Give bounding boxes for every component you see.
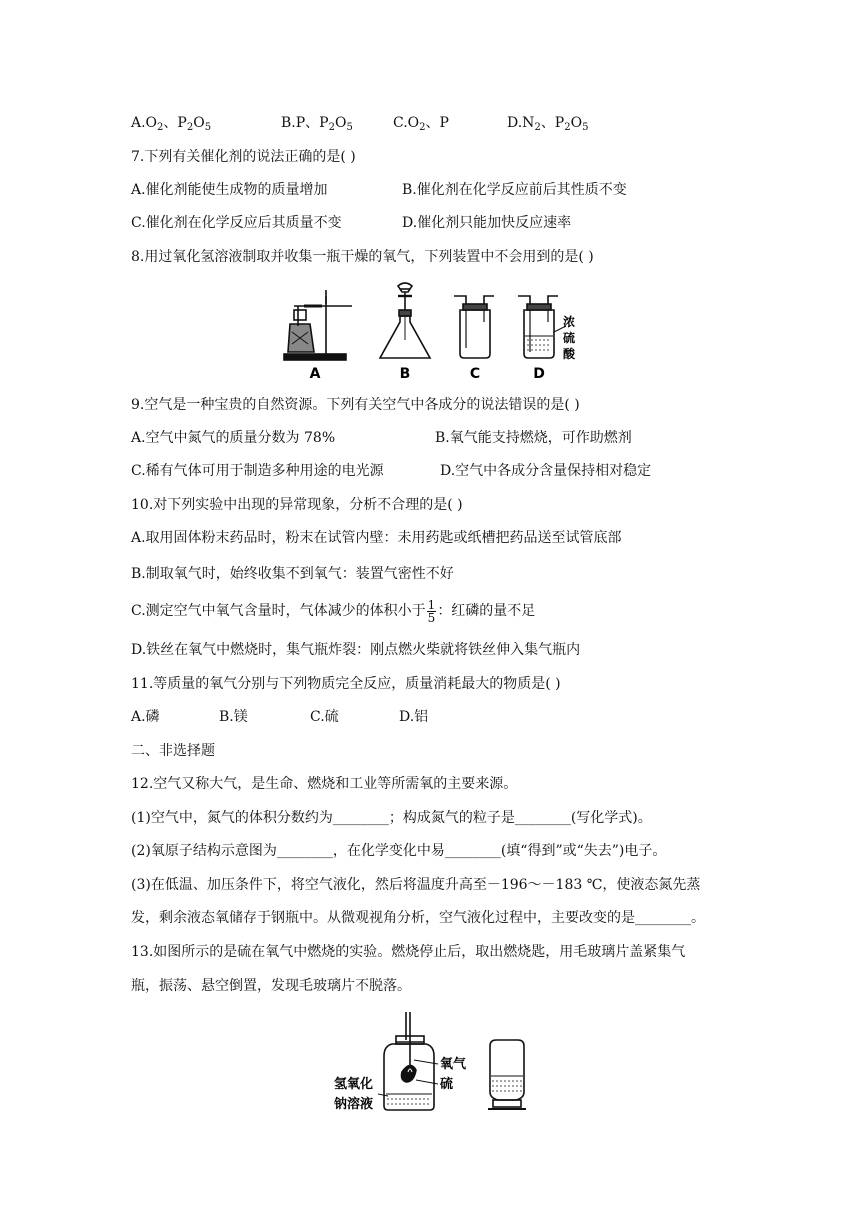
q10-stem: 10.对下列实验中出现的异常现象，分析不合理的是( ) (131, 497, 463, 513)
q12-part-2: (2)氧原子结构示意图为________，在化学变化中易________(填“得到”或“失去”)电子。 (131, 843, 667, 859)
q9-option-b: B.氧气能支持燃烧，可作助燃剂 (435, 430, 632, 446)
q8-stem: 8.用过氧化氢溶液制取并收集一瓶干燥的氧气，下列装置中不会用到的是( ) (131, 249, 594, 265)
q10-option-c-text: C.测定空气中氧气含量时，气体减少的体积小于 (131, 603, 426, 619)
q9-option-c: C.稀有气体可用于制造多种用途的电光源 (131, 463, 384, 479)
apparatus-c-gas-bottle (454, 296, 494, 358)
q7-stem: 7.下列有关催化剂的说法正确的是( ) (131, 149, 356, 165)
q10-option-d: D.铁丝在氧气中燃烧时，集气瓶炸裂：刚点燃火柴就将铁丝伸入集气瓶内 (131, 642, 581, 658)
figure-label-c: C (469, 366, 481, 382)
q7-option-a: A.催化剂能使生成物的质量增加 (131, 182, 328, 198)
q11-option-a: A.磷 (131, 709, 160, 725)
q9-stem: 9.空气是一种宝贵的自然资源。下列有关空气中各成分的说法错误的是( ) (131, 397, 580, 413)
q12-stem: 12.空气又称大气，是生命、燃烧和工业等所需氧的主要来源。 (131, 776, 518, 792)
gas-bottle-with-spoon (378, 1012, 438, 1110)
d-reagent-label-3: 酸 (563, 347, 576, 361)
q12-part-3-line-2: 发，剩余液态氧储存于钢瓶中。从微观视角分析，空气液化过程中，主要改变的是________。 (131, 910, 705, 926)
q9-option-d: D.空气中各成分含量保持相对稳定 (440, 463, 652, 479)
q11-option-b: B.镁 (219, 709, 248, 725)
apparatus-a-iron-stand (284, 290, 352, 360)
q7-option-b: B.催化剂在化学反应前后其性质不变 (402, 182, 627, 198)
q12-part-1: (1)空气中，氮气的体积分数约为________；构成氮气的粒子是________(写化学式)。 (131, 810, 652, 826)
q6-option-a: $A.O_2$、$P_2O_5$ (131, 115, 212, 133)
q11-stem: 11.等质量的氧气分别与下列物质完全反应，质量消耗最大的物质是( ) (131, 676, 561, 692)
q11-option-c: C.硫 (310, 709, 339, 725)
apparatus-b-flask-with-funnel (380, 283, 430, 358)
label-sulfur: 硫 (440, 1077, 454, 1092)
figure-label-a: A (309, 366, 321, 382)
q6-option-d: $D.N_2$、$P_2O_5$ (507, 115, 589, 133)
q10-option-b: B.制取氧气时，始终收集不到氧气：装置气密性不好 (131, 566, 454, 582)
apparatus-d-wash-bottle (518, 296, 566, 358)
d-reagent-label-1: 浓 (563, 315, 576, 329)
q13-stem-line-2: 瓶，振荡、悬空倒置，发现毛玻璃片不脱落。 (131, 978, 411, 994)
figure-label-b: B (399, 366, 411, 382)
q10-option-c (131, 596, 535, 626)
d-reagent-label-2: 硫 (563, 331, 576, 345)
section-heading-nonchoice: 二、非选择题 (131, 743, 215, 759)
label-naoh-line-2: 钠溶液 (334, 1097, 374, 1112)
q10-option-a: A.取用固体粉末药品时，粉末在试管内壁：未用药匙或纸槽把药品送至试管底部 (131, 530, 622, 546)
q6-option-c: $C.O_2$、P (393, 115, 449, 133)
label-oxygen: 氧气 (440, 1057, 467, 1072)
q11-option-d: D.铝 (399, 709, 429, 725)
q7-option-d: D.催化剂只能加快反应速率 (402, 215, 572, 231)
q13-stem-line-1: 13.如图所示的是硫在氧气中燃烧的实验。燃烧停止后，取出燃烧匙，用毛玻璃片盖紧集气 (131, 944, 686, 960)
q12-part-3-line-1: (3)在低温、加压条件下，将空气液化，然后将温度升高至－196～－183 ℃，使液态氮先蒸 (131, 877, 701, 893)
q6-option-b: B.P、$P_2O_5$ (281, 115, 353, 133)
q13-sulfur-combustion-figure (330, 1010, 530, 1115)
q7-option-c: C.催化剂在化学反应后其质量不变 (131, 215, 342, 231)
q9-option-a: A.空气中氮气的质量分数为 78% (131, 430, 336, 446)
figure-label-d: D (533, 366, 545, 382)
inverted-gas-bottle (488, 1040, 526, 1109)
q10-option-c-text-end: ：红磷的量不足 (437, 603, 536, 619)
q8-apparatus-figure (280, 282, 580, 382)
one-fifth-fraction: $\frac{1}{5}$ (427, 597, 436, 625)
label-naoh-line-1: 氢氧化 (334, 1077, 374, 1092)
